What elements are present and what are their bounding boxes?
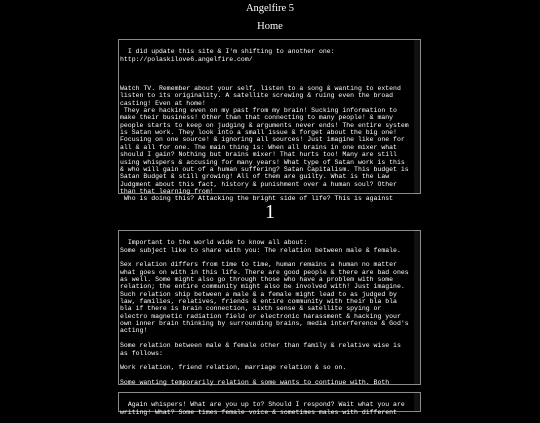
textarea-scrollbar[interactable]: [414, 40, 420, 193]
textarea-content: Again whispers! What are you up to? Should I respond? Wait what you are writing! What? Some times female voice & sometimes males with different: [120, 401, 409, 416]
textarea-content: I did update this site & I'm shifting to another one: http://polaskilove6.angelfire.com/ Watch TV. Remember about your self, listen to a song & wanting to extend listen to its originality. A satellite screwing & ruing even the broad casting! Even at home! They are hacking even on my past from my brain! Sucking information to make their business! Other than that connecting to many people! & many people starts to keep on judging & arguments never ends! The entire system is Satan work. They look into a small issue & forget about the big one! Focusing on one source! & ignoring all sources! Just imagine like one for all & all for one. The main thing is: When all brains in one mixer what should I gain? Nothing but brains mixer! That hurts too! Many are still using whispers & accusing for many years! What type of Satan work is this & who will gain out of a human suffering? Satan Capitalism. This budget is Satan Budget & still growing! All of them are guilty. What is the Law Judgment about this fact, history & punishment over a human soul? Other than that learning from! Who is doing this? Attacking the bright side of life? This is against: [120, 48, 409, 203]
home-link[interactable]: Home: [257, 21, 283, 32]
whispers-textarea[interactable]: [118, 392, 421, 416]
textarea-scrollbar[interactable]: [414, 231, 420, 384]
textarea-scrollbar[interactable]: [414, 393, 420, 411]
textarea-content: Important to the world wide to know all about: Some subject like to share with you: The relation between male & female. Sex relation differs from time to time, human remains a human no matter what goes on with in this life. There are good people & there are bad ones as well. Some might also go through those who have a problem with some relation; the entire community might also be involved with! Just imagine. Such relation ship between a male & a female might lead to as judged by law, families, relatives, friends & entire community with their bla bla bla if there is brain connection, sixth sense & satellite spying or electro magnetic radiation field or electronic harassment & hacking your own inner brain thinking by surrounding brains, media interference & God's acting! Some relation between male & female other than family & relative wise is as follows: Work relation, friend relation, marriage relation & so on. Some wanting temporarily relation & some wants to continue with. Both: [120, 239, 409, 386]
section-number: 1: [265, 201, 275, 223]
update-notes-textarea[interactable]: [118, 39, 421, 203]
relation-article-textarea[interactable]: [118, 230, 421, 385]
site-title: Angelfire 5: [245, 3, 295, 14]
